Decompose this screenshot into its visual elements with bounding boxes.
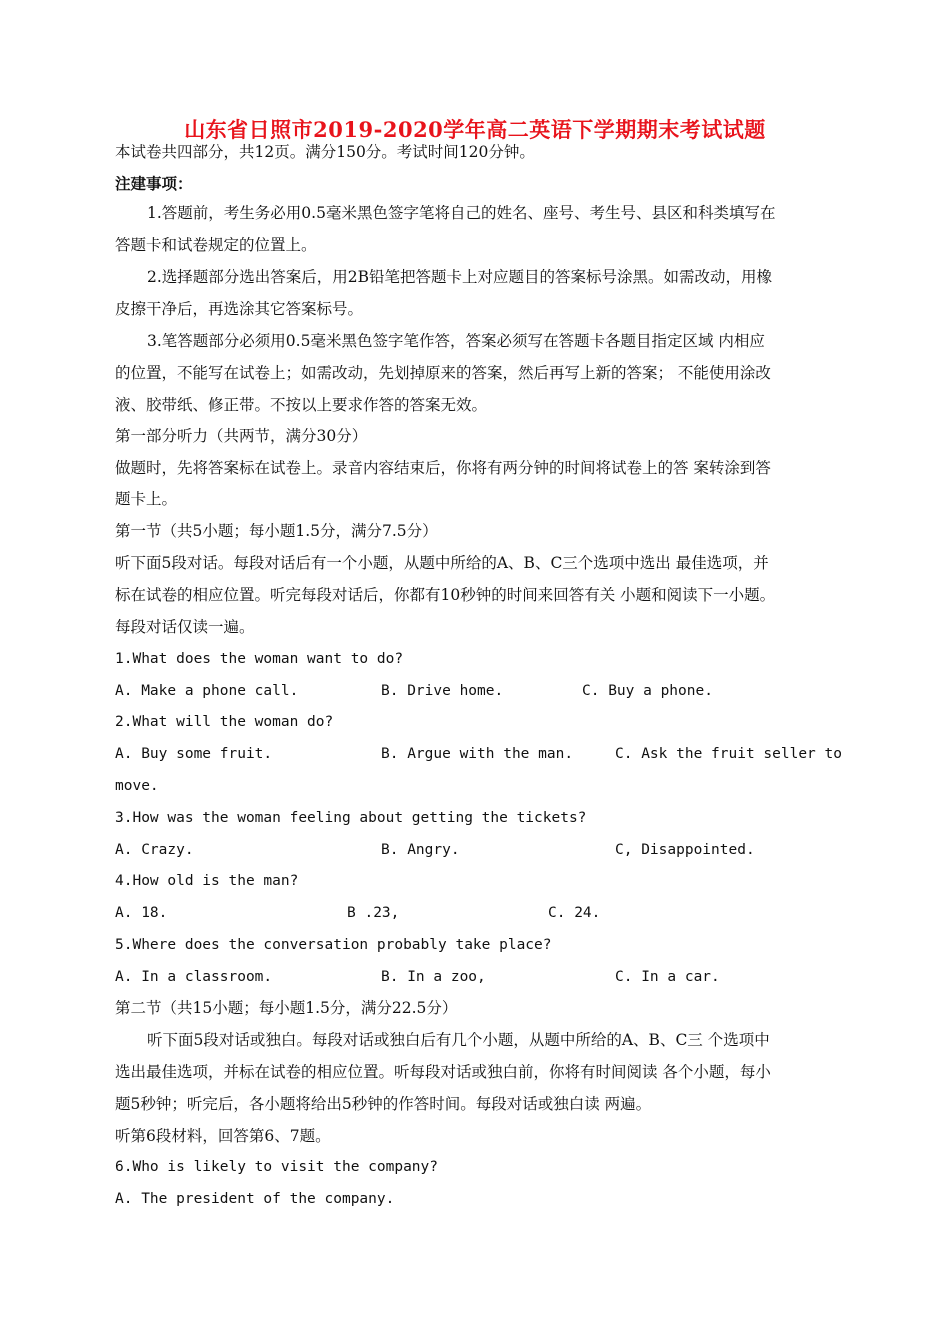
note-3-line1: 3.笔答题部分必须用0.5毫米黑色签字笔作答，答案必须写在答题卡各题目指定区域 内相应 — [147, 332, 765, 350]
note-1-line2: 答题卡和试卷规定的位置上。 — [115, 236, 317, 254]
section2-instr-line1: 听下面5段对话或独白。每段对话或独白后有几个小题，从题中所给的A、B、C三 个选项中 — [147, 1031, 770, 1049]
q2-option-a: A. Buy some fruit. — [115, 746, 273, 762]
q2-option-b: B. Argue with the man. — [381, 746, 574, 762]
section1-instr-line2: 标在试卷的相应位置。听完每段对话后，你都有10秒钟的时间来回答有关 小题和阅读下一小题。 — [115, 586, 776, 604]
note-3-line2: 的位置，不能写在试卷上；如需改动，先划掉原来的答案，然后再写上新的答案； 不能使用涂改 — [115, 364, 771, 382]
question-2: 2.What will the woman do? — [115, 714, 334, 730]
q1-option-b: B. Drive home. — [381, 683, 504, 699]
section1-instr-line3: 每段对话仅读一遍。 — [115, 618, 255, 636]
question-5: 5.Where does the conversation probably take place? — [115, 937, 552, 953]
q5-option-b: B. In a zoo, — [381, 969, 486, 985]
material6-heading: 听第6段材料，回答第6、7题。 — [115, 1127, 331, 1145]
part1-instr-line2: 题卡上。 — [115, 490, 178, 508]
section2-heading: 第二节（共15小题；每小题1.5分，满分22.5分） — [115, 999, 458, 1017]
q3-option-b: B. Angry. — [381, 842, 460, 858]
note-2-line2: 皮擦干净后，再选涂其它答案标号。 — [115, 300, 364, 318]
q4-option-a: A. 18. — [115, 905, 168, 921]
note-3-line3: 液、胶带纸、修正带。不按以上要求作答的答案无效。 — [115, 396, 488, 414]
notes-heading: 注建事项： — [115, 174, 193, 193]
part1-heading: 第一部分听力（共两节，满分30分） — [115, 427, 368, 445]
q2-option-c-cont: move. — [115, 778, 159, 794]
document-title: 山东省日照市2019-2020学年高二英语下学期期末考试试题 — [184, 117, 766, 142]
part1-instr-line1: 做题时，先将答案标在试卷上。录音内容结束后，你将有两分钟的时间将试卷上的答 案转涂到答 — [115, 459, 771, 477]
intro-text: 本试卷共四部分，共12页。满分150分。考试时间120分钟。 — [115, 143, 535, 161]
section1-instr-line1: 听下面5段对话。每段对话后有一个小题，从题中所给的A、B、C三个选项中选出 最佳选项，并 — [115, 554, 769, 572]
q3-option-c: C, Disappointed. — [615, 842, 755, 858]
q4-option-b: B .23, — [347, 905, 400, 921]
question-3: 3.How was the woman feeling about getting the tickets? — [115, 810, 587, 826]
note-1-line1: 1.答题前，考生务必用0.5毫米黑色签字笔将自己的姓名、座号、考生号、县区和科类填写在 — [147, 204, 776, 222]
q6-option-a: A. The president of the company. — [115, 1191, 395, 1207]
section2-instr-line3: 题5秒钟；听完后，各小题将给出5秒钟的作答时间。每段对话或独白读 两遍。 — [115, 1095, 652, 1113]
q2-option-c: C. Ask the fruit seller to — [615, 746, 842, 762]
question-6: 6.Who is likely to visit the company? — [115, 1159, 439, 1175]
q5-option-c: C. In a car. — [615, 969, 720, 985]
q1-option-a: A. Make a phone call. — [115, 683, 299, 699]
q5-option-a: A. In a classroom. — [115, 969, 273, 985]
section2-instr-line2: 选出最佳选项，并标在试卷的相应位置。听每段对话或独白前，你将有时间阅读 各个小题，每小 — [115, 1063, 771, 1081]
section1-heading: 第一节（共5小题；每小题1.5分，满分7.5分） — [115, 522, 438, 540]
question-4: 4.How old is the man? — [115, 873, 299, 889]
q4-option-c: C. 24. — [548, 905, 601, 921]
note-2-line1: 2.选择题部分选出答案后，用2B铅笔把答题卡上对应题目的答案标号涂黑。如需改动，用橡 — [147, 268, 773, 286]
question-1: 1.What does the woman want to do? — [115, 651, 404, 667]
q3-option-a: A. Crazy. — [115, 842, 194, 858]
q1-option-c: C. Buy a phone. — [582, 683, 713, 699]
